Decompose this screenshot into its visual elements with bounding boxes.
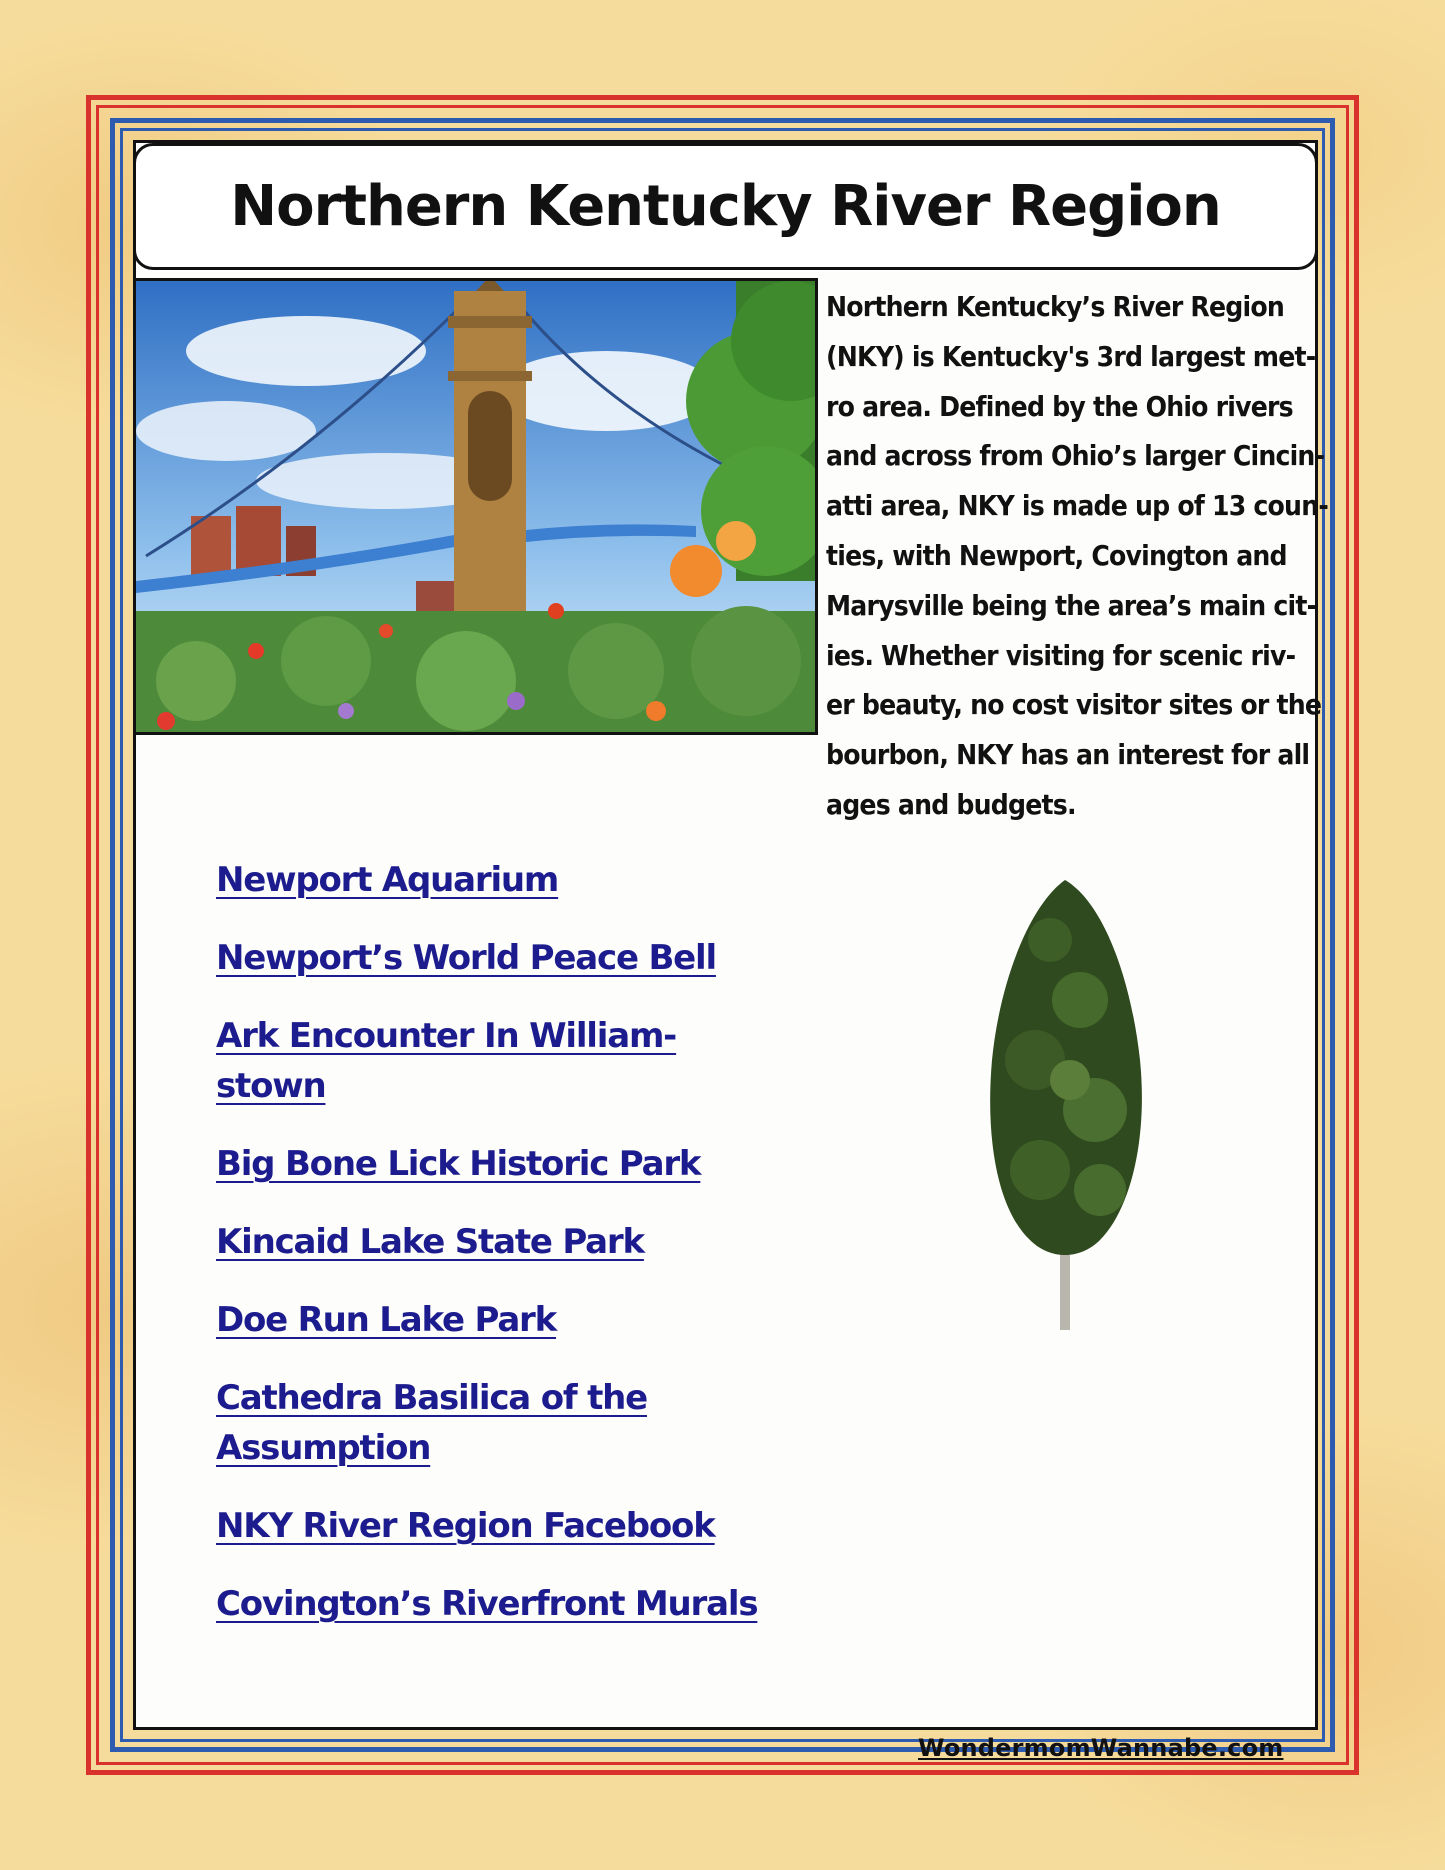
attraction-links xyxy=(216,855,856,1657)
intro-line: and across from Ohio’s larger Cincin- xyxy=(826,439,1325,473)
link-kincaid-lake[interactable]: Kincaid Lake State Park xyxy=(216,1222,644,1262)
intro-line: atti area, NKY is made up of 13 coun- xyxy=(826,489,1328,523)
link-world-peace-bell[interactable]: Newport’s World Peace Bell xyxy=(216,938,716,978)
list-item xyxy=(216,1217,856,1267)
intro-line: ages and budgets. xyxy=(826,787,1076,821)
list-item xyxy=(216,855,856,905)
page-title: Northern Kentucky River Region xyxy=(230,174,1221,239)
list-item xyxy=(216,933,856,983)
intro-line: ro area. Defined by the Ohio rivers xyxy=(826,389,1293,423)
intro-line: bourbon, NKY has an interest for all xyxy=(826,738,1310,772)
list-item xyxy=(216,1501,856,1551)
list-item xyxy=(216,1011,856,1111)
list-item xyxy=(216,1295,856,1345)
link-big-bone-lick[interactable]: Big Bone Lick Historic Park xyxy=(216,1144,701,1184)
link-cathedral-basilica[interactable]: Cathedra Basilica of the Assumption xyxy=(216,1378,647,1468)
list-item xyxy=(216,1139,856,1189)
bridge-photo xyxy=(133,278,818,735)
link-ark-line2: stown xyxy=(216,1066,326,1106)
link-ark-encounter[interactable] xyxy=(216,1016,676,1106)
intro-line: Northern Kentucky’s River Region xyxy=(826,290,1285,323)
tree-illustration xyxy=(980,880,1150,1360)
link-riverfront-murals[interactable]: Covington’s Riverfront Murals xyxy=(216,1584,758,1624)
link-newport-aquarium[interactable]: Newport Aquarium xyxy=(216,860,559,900)
intro-line: er beauty, no cost visitor sites or the xyxy=(826,688,1322,722)
intro-line: (NKY) is Kentucky's 3rd largest met- xyxy=(826,339,1316,373)
intro-line: ties, with Newport, Covington and xyxy=(826,538,1287,572)
site-credit: WondermomWannabe.com xyxy=(918,1734,1284,1762)
list-item xyxy=(216,1579,856,1629)
intro-paragraph xyxy=(826,282,1328,830)
link-doe-run-lake[interactable]: Doe Run Lake Park xyxy=(216,1300,557,1340)
title-box xyxy=(133,143,1318,270)
list-item xyxy=(216,1373,856,1473)
intro-line: ies. Whether visiting for scenic riv- xyxy=(826,638,1296,672)
intro-line: Marysville being the area’s main cit- xyxy=(826,588,1317,622)
link-ark-line1: Ark Encounter In William- xyxy=(216,1016,677,1056)
link-nky-facebook[interactable]: NKY River Region Facebook xyxy=(216,1506,715,1546)
